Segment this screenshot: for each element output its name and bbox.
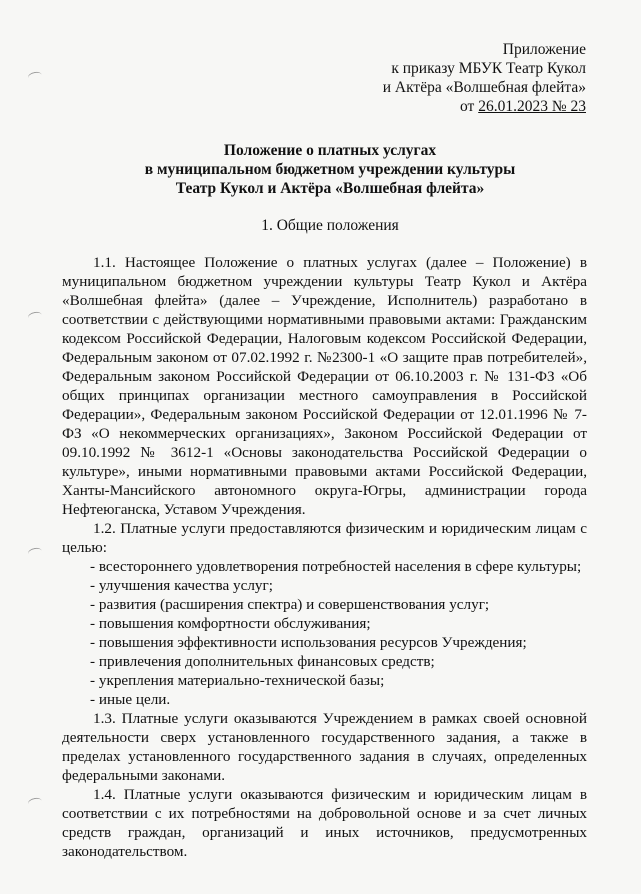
list-item: - укрепления материально-технической базы; [90, 672, 385, 689]
order-reference: 26.01.2023 № 23 [478, 98, 586, 115]
document-body [62, 253, 587, 861]
list-item: - всестороннего удовлетворения потребностей населения в сфере культуры; [90, 558, 582, 575]
scan-mark [27, 71, 43, 83]
header-line: к приказу МБУК Театр Кукол [391, 60, 586, 77]
list-item: - иные цели. [90, 691, 171, 708]
list-item: - привлечения дополнительных финансовых средств; [90, 653, 435, 670]
paragraph-1-2: 1.2. Платные услуги предоставляются физическим и юридическим лицам с целью: [62, 520, 587, 556]
list-item: - улучшения качества услуг; [90, 577, 273, 594]
header-date-prefix: от [460, 98, 479, 115]
goals-list [62, 557, 587, 709]
header-line [383, 97, 586, 116]
paragraph-1-1: 1.1. Настоящее Положение о платных услугах (далее – Положение) в муниципальном бюджетном учреждении культуры Театр Кукол и Актёра «Волшебная флейта» (далее – Учреждение, Исполнитель) разработано в соответствии с действующими нормативными правовыми актами: Гражданским кодексом Российской Федерации, Налоговым кодексом Российской Федерации, Федеральным законом от 07.02.1992 г. №2300-1 «О защите прав потребителей», Федеральным законом Российской Федерации от 06.10.2003 г. № 131-ФЗ «Об общих принципах организации местного самоуправления в Российской Федерации», Федеральным законом Российской Федерации от 12.01.1996 № 7-ФЗ «О некоммерческих организациях», Законом Российской Федерации от 09.10.1992 № 3612-1 «Основы законодательства Российской Федерации о культуре», иными нормативными правовыми актами Российской Федерации, Ханты-Мансийского автономного округа-Югры, администрации города Нефтеюганска, Уставом Учреждения. [62, 254, 587, 518]
header-line: Приложение [502, 41, 586, 58]
title-line: Положение о платных услугах [223, 142, 437, 159]
title-line: в муниципальном бюджетном учреждении культуры [144, 161, 516, 178]
paragraph-1-4: 1.4. Платные услуги оказываются физическим и юридическим лицам в соответствии с их потребностями на добровольной основе и за счет личных средств граждан, организаций и иных источников, предусмотренных законодательством. [62, 786, 587, 860]
header-line: и Актёра «Волшебная флейта» [382, 79, 586, 96]
document-title [60, 141, 600, 198]
scan-mark [27, 797, 43, 809]
appendix-header [383, 40, 586, 116]
scan-mark [27, 547, 43, 559]
scan-mark [27, 311, 43, 323]
list-item: - развития (расширения спектра) и совершенствования услуг; [90, 596, 490, 613]
list-item: - повышения комфортности обслуживания; [90, 615, 371, 632]
title-line: Театр Кукол и Актёра «Волшебная флейта» [175, 180, 485, 197]
paragraph-1-3: 1.3. Платные услуги оказываются Учреждением в рамках своей основной деятельности сверх установленного государственного задания, а также в пределах установленного государственного задания в случаях, определенных федеральными законами. [62, 710, 587, 784]
list-item: - повышения эффективности использования ресурсов Учреждения; [90, 634, 527, 651]
section-heading: 1. Общие положения [261, 217, 399, 234]
